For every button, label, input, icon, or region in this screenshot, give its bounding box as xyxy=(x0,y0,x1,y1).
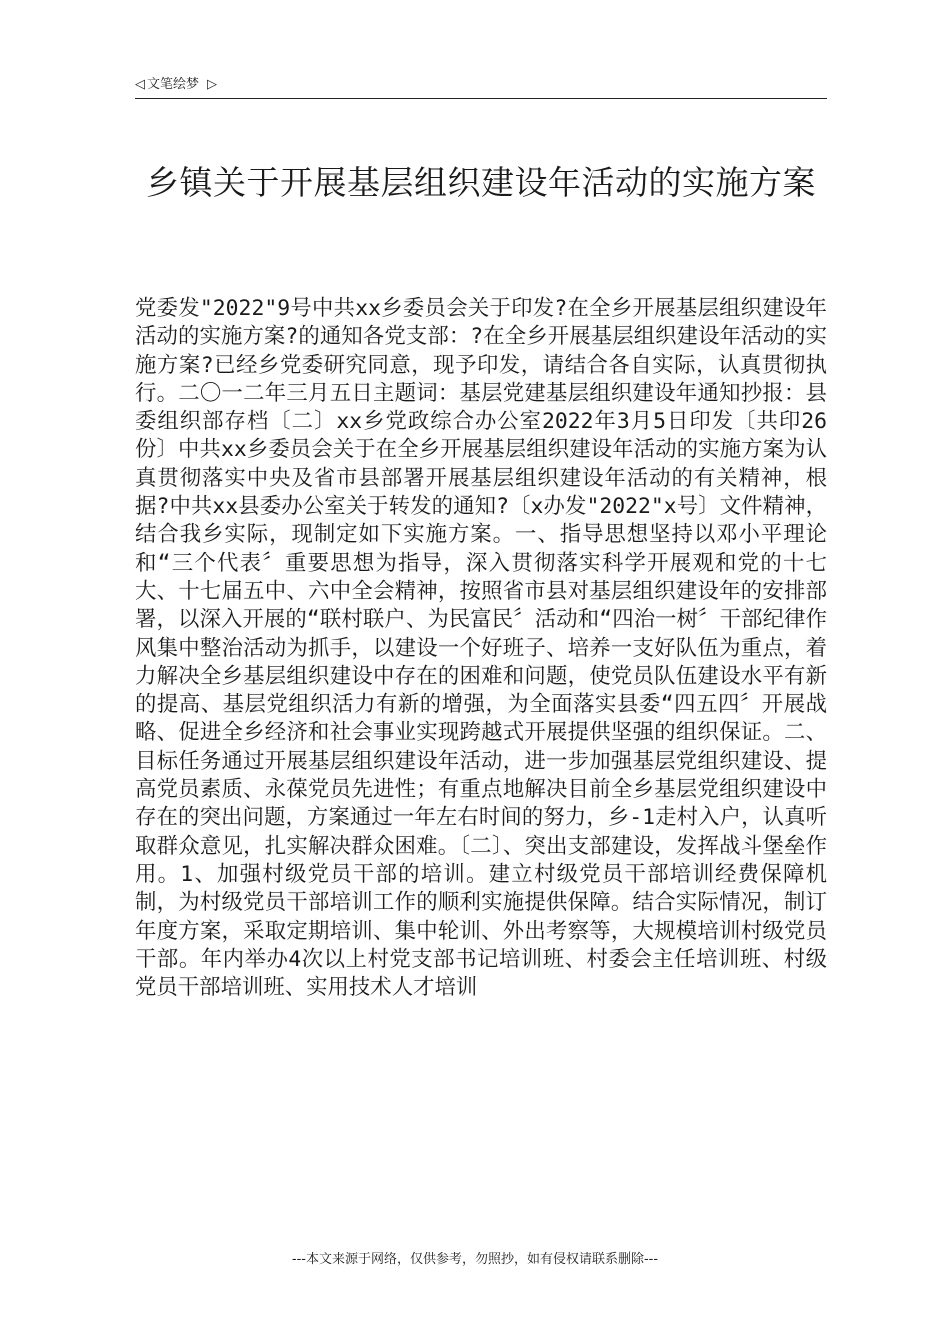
header-brand: 文笔绘梦 xyxy=(147,77,200,92)
document-title: 乡镇关于开展基层组织建设年活动的实施方案 xyxy=(146,163,816,202)
right-arrow-icon: ▷ xyxy=(207,77,218,92)
document-body xyxy=(135,295,827,1002)
page-footer: ---本文来源于网络，仅供参考，勿照抄，如有侵权请联系删除--- xyxy=(291,1252,659,1267)
left-arrow-icon: ◁ xyxy=(135,77,145,92)
page-header xyxy=(135,72,827,99)
body-paragraph: 党委发"2022"9号中共xx乡委员会关于印发?在全乡开展基层组织建设年活动的实施方案?的通知各党支部：?在全乡开展基层组织建设年活动的实施方案?已经乡党委研究同意，现予印发，请结合各自实际，认真贯彻执行。二〇一二年三月五日主题词：基层党建基层组织建设年通知抄报：县委组织部存档〔二〕xx乡党政综合办公室2022年3月5日印发〔共印26份〕中共xx乡委员会关于在全乡开展基层组织建设年活动的实施方案为认真贯彻落实中央及省市县部署开展基层组织建设年活动的有关精神，根据?中共xx县委办公室关于转发的通知?〔x办发"2022"x号〕文件精神，结合我乡实际，现制定如下实施方案。一、指导思想坚持以邓小平理论和“三个代表〞重要思想为指导，深入贯彻落实科学开展观和党的十七大、十七届五中、六中全会精神，按照省市县对基层组织建设年的安排部署，以深入开展的“联村联户、为民富民〞活动和“四治一树〞干部纪律作风集中整治活动为抓手，以建设一个好班子、培养一支好队伍为重点，着力解决全乡基层组织建设中存在的困难和问题，使党员队伍建设水平有新的提高、基层党组织活力有新的增强，为全面落实县委“四五四〞开展战略、促进全乡经济和社会事业实现跨越式开展提供坚强的组织保证。二、目标任务通过开展基层组织建设年活动，进一步加强基层党组织建设、提高党员素质、永葆党员先进性；有重点地解决目前全乡基层党组织建设中存在的突出问题，方案通过一年左右时间的努力，乡-1走村入户，认真听取群众意见，扎实解决群众困难。〔二〕、突出支部建设，发挥战斗堡垒作用。1、加强村级党员干部的培训。建立村级党员干部培训经费保障机制，为村级党员干部培训工作的顺利实施提供保障。结合实际情况，制订年度方案，采取定期培训、集中轮训、外出考察等，大规模培训村级党员干部。年内举办4次以上村党支部书记培训班、村委会主任培训班、村级党员干部培训班、实用技术人才培训 xyxy=(135,296,827,1001)
